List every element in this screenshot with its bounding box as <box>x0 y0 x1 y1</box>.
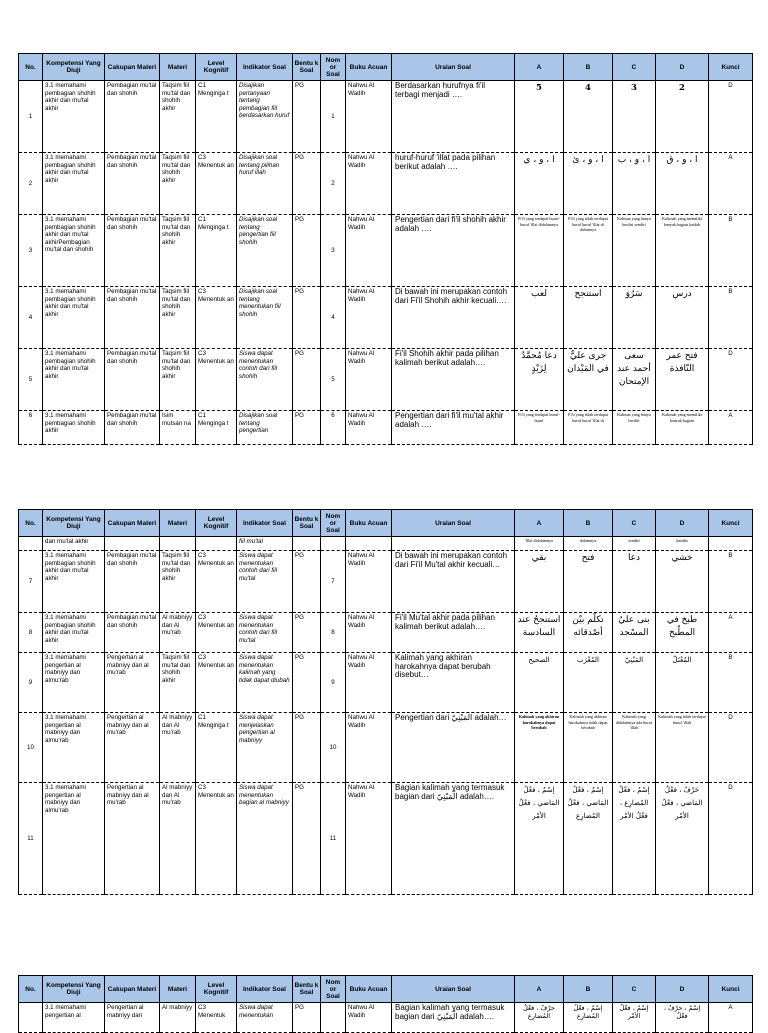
cell-nomor: 6 <box>321 411 346 445</box>
cell-buku: Nahwu Al Wadih <box>346 411 392 445</box>
col-header-cakupan: Cakupan Materi <box>105 510 160 537</box>
cell-level: C3 Menentuk an <box>196 613 237 653</box>
cell-cakupan <box>105 537 160 551</box>
cell-bentuk: PG <box>293 653 321 713</box>
cell-level: C1 Menginga t <box>196 713 237 783</box>
cell-materi: Taqsim fiil mu'tal dan shohih akhir <box>160 287 196 349</box>
cell-nomor: 10 <box>321 713 346 783</box>
cell-uraian: Berdasarkan hurufnya fi'il terbagi menjadi …. <box>392 81 515 153</box>
cell-bentuk: PG <box>293 783 321 895</box>
cell-buku: Nahwu Al Wadih <box>346 713 392 783</box>
cell-option-d: إسْمٌ ، حرْفٌ ، فعْلٌ <box>656 1003 709 1033</box>
col-header-materi: Materi <box>160 976 196 1003</box>
col-header-indikator: Indikator Soal <box>237 54 293 81</box>
cell-no: 9 <box>19 653 43 713</box>
col-header-no: No. <box>19 54 43 81</box>
cell-uraian <box>392 537 515 551</box>
cell-materi: Al mabniyy dan Al mu'rab <box>160 613 196 653</box>
col-header-kompetensi: Kompetensi Yang Diuji <box>43 510 105 537</box>
cell-option-a: Fi'il yang terdapat huruf-huruf 'illat didalamnya <box>515 215 564 287</box>
cell-buku: Nahwu Al Wadih <box>346 81 392 153</box>
cell-kompetensi: 3.1 memahami pembagian shohih akhir dan mu'tal akhir <box>43 349 105 411</box>
cell-no: 6 <box>19 411 43 445</box>
cell-option-b: Kalimah yang akhiran harokahnya tidak dapat berubah <box>564 713 613 783</box>
cell-materi <box>160 537 196 551</box>
col-header-buku: Buku Acuan <box>346 510 392 537</box>
cell-indikator: Siswa dapat menentukan <box>237 1003 293 1033</box>
cell-option-b: Fi'il yang tidak terdapat huruf huruf 'illat di <box>564 411 613 445</box>
col-header-a: A <box>515 54 564 81</box>
cell-option-c: Kalimat yang hanya berdiri sendiri <box>613 215 656 287</box>
cell-indikator: Siswa dapat menentukan kalimah yang tidak dapat diubah <box>237 653 293 713</box>
cell-kompetensi: dan mu'tal akhir <box>43 537 105 551</box>
cell-buku: Nahwu Al Wadih <box>346 783 392 895</box>
table-row <box>19 1003 753 1033</box>
cell-no: 1 <box>19 81 43 153</box>
cell-cakupan: Pengertian al mabniyy dan al mu'rab <box>105 653 160 713</box>
cell-cakupan: Pengertian al mabniyy dan <box>105 1003 160 1033</box>
cell-option-d: 2 <box>656 81 709 153</box>
cell-nomor: 11 <box>321 783 346 895</box>
cell-materi: Taqsim fiil mu'tal dan shohih akhir <box>160 653 196 713</box>
col-header-indikator: Indikator Soal <box>237 510 293 537</box>
cell-option-a: ا ، و ، ي <box>515 153 564 215</box>
table-page-3 <box>18 975 752 1033</box>
table-row <box>19 783 753 895</box>
col-header-nomor: Nom or Soal <box>321 510 346 537</box>
cell-option-b: إسْمٌ ، فعْلٌ المُضارِع <box>564 1003 613 1033</box>
cell-level: C1 Menginga t <box>196 215 237 287</box>
cell-indikator: Siswa dapat menentukan contoh dari fiil shohih <box>237 349 293 411</box>
col-header-no: No. <box>19 976 43 1003</box>
cell-option-d: خشي <box>656 551 709 613</box>
cell-cakupan: Pembagian mu'tal dan shohih <box>105 215 160 287</box>
col-header-kunci: Kunci <box>709 510 753 537</box>
cell-option-d: طبخ في المطْبخ <box>656 613 709 653</box>
cell-option-b: فتح <box>564 551 613 613</box>
cell-option-b: dalamnya <box>564 537 613 551</box>
cell-level: C3 Menentuk an <box>196 783 237 895</box>
cell-option-c: sendiri <box>613 537 656 551</box>
cell-level: C1 Menginga t <box>196 81 237 153</box>
cell-bentuk: PG <box>293 287 321 349</box>
cell-buku: Nahwu Al Wadih <box>346 653 392 713</box>
cell-buku: Nahwu Al Wadih <box>346 153 392 215</box>
cell-cakupan: Pembagian mu'tal dan shohih <box>105 551 160 613</box>
col-header-kunci: Kunci <box>709 976 753 1003</box>
table-row <box>19 81 753 153</box>
cell-level <box>196 537 237 551</box>
cell-no <box>19 1003 43 1033</box>
cell-indikator: Siswa dapat menentukan contoh dari fiil mu'tal <box>237 613 293 653</box>
col-header-uraian: Uraian Soal <box>392 976 515 1003</box>
table-header-row <box>19 976 753 1003</box>
col-header-buku: Buku Acuan <box>346 54 392 81</box>
cell-buku: Nahwu Al Wadih <box>346 349 392 411</box>
cell-nomor: 7 <box>321 551 346 613</box>
cell-no: 7 <box>19 551 43 613</box>
cell-bentuk: PG <box>293 153 321 215</box>
cell-uraian: Di bawah ini merupakan contoh dari Fi'il Mu'tal akhir kecuali… <box>392 551 515 613</box>
cell-option-a: الصحيح <box>515 653 564 713</box>
cell-indikator: Siswa dapat menjelaskan pengertian al mabniyy <box>237 713 293 783</box>
cell-indikator: fiil mu'tal <box>237 537 293 551</box>
cell-uraian: huruf-huruf 'illat pada pilihan berikut adalah …. <box>392 153 515 215</box>
cell-option-c: دعا <box>613 551 656 613</box>
col-header-kunci: Kunci <box>709 54 753 81</box>
col-header-d: D <box>656 54 709 81</box>
cell-level: C3 Menentuk an <box>196 287 237 349</box>
cell-option-d: kaidah <box>656 537 709 551</box>
cell-option-c: إسْمٌ ، فعْلٌ الأمْر <box>613 1003 656 1033</box>
cell-buku: Nahwu Al Wadih <box>346 551 392 613</box>
cell-materi: Taqsim fiil mu'tal dan shohih akhir <box>160 349 196 411</box>
cell-no: 2 <box>19 153 43 215</box>
cell-kunci: A <box>709 1003 753 1033</box>
cell-option-a: 'illat didalamnya <box>515 537 564 551</box>
col-header-c: C <box>613 976 656 1003</box>
cell-uraian: Bagian kalimah yang termasuk bagian dari الْمَبْنِيّ adalah…. <box>392 783 515 895</box>
cell-materi: Taqsim fiil mu'tal dan shohih akhir <box>160 551 196 613</box>
table-row <box>19 215 753 287</box>
cell-option-a: بقي <box>515 551 564 613</box>
cell-buku: Nahwu Al Wadih <box>346 1003 392 1033</box>
cell-kunci: D <box>709 713 753 783</box>
exam-grid-table <box>18 53 753 445</box>
cell-option-c: Kalimah yang didalamnya ada huruf 'illah <box>613 713 656 783</box>
cell-bentuk: PG <box>293 551 321 613</box>
cell-kompetensi: 3.1 memahami pembagian shohih akhir dan mu'tal akhir <box>43 287 105 349</box>
cell-cakupan: Pembagian mu'tal dan shohih <box>105 349 160 411</box>
cell-no: 5 <box>19 349 43 411</box>
cell-bentuk: PG <box>293 349 321 411</box>
cell-option-b: إسْمٌ ، فعْلٌ المَاضي ، فعْلُ المُضارِع <box>564 783 613 895</box>
cell-uraian: Fi'il Mu'tal akhir pada pilihan kalimah berikut adalah…. <box>392 613 515 653</box>
table-header-row <box>19 510 753 537</box>
cell-no: 4 <box>19 287 43 349</box>
col-header-cakupan: Cakupan Materi <box>105 54 160 81</box>
cell-option-c: بنى عليٌ المسْجد <box>613 613 656 653</box>
table-row <box>19 613 753 653</box>
cell-buku: Nahwu Al Wadih <box>346 613 392 653</box>
cell-level: C1 Menginga t <box>196 411 237 445</box>
cell-option-b: جرى عليٌّ في المَيْدان <box>564 349 613 411</box>
cell-level: C3 Menentuk an <box>196 551 237 613</box>
cell-kunci: A <box>709 613 753 653</box>
cell-option-d: فتح عمر النّافذة <box>656 349 709 411</box>
table-row <box>19 713 753 783</box>
cell-indikator: Disajikan soal tentang pilihan huruf illah <box>237 153 293 215</box>
col-header-bentuk: Bentu k Soal <box>293 976 321 1003</box>
table-row <box>19 551 753 613</box>
cell-kompetensi: 3.1 memahami pengertian al mabniyy dan almu'rab <box>43 653 105 713</box>
cell-kunci: A <box>709 153 753 215</box>
cell-materi: Taqsim fiil mu'tal dan shohih akhir <box>160 81 196 153</box>
cell-no: 10 <box>19 713 43 783</box>
cell-option-d: حَرْفٌ ، فعْلٌ المَاضي ، فعْلُ الأمْر <box>656 783 709 895</box>
col-header-indikator: Indikator Soal <box>237 976 293 1003</box>
cell-cakupan: Pembagian mu'tal dan shohih <box>105 81 160 153</box>
table-row <box>19 349 753 411</box>
cell-option-a: 5 <box>515 81 564 153</box>
cell-no: 11 <box>19 783 43 895</box>
cell-uraian: Di bawah ini merupakan contoh dari Fi'il Shohih akhir kecuali…. <box>392 287 515 349</box>
cell-kunci: D <box>709 81 753 153</box>
cell-nomor <box>321 537 346 551</box>
col-header-a: A <box>515 510 564 537</box>
cell-option-c: سَرُوَ <box>613 287 656 349</box>
cell-option-d: ا ، و ، ق <box>656 153 709 215</box>
cell-nomor: 9 <box>321 653 346 713</box>
table-page-1 <box>18 53 752 445</box>
cell-option-c: ا ، و ، ب <box>613 153 656 215</box>
cell-kunci: B <box>709 653 753 713</box>
cell-kompetensi: 3.1 memahami pembagian shohih akhir dan mu'tal akhir <box>43 551 105 613</box>
cell-option-d: Kalimah yang memiliki banyak bagian kaidah <box>656 215 709 287</box>
cell-kunci: D <box>709 783 753 895</box>
cell-uraian: Fi'il Shohih akhir pada pilihan kalimah berikut adalah…. <box>392 349 515 411</box>
cell-no: 3 <box>19 215 43 287</box>
col-header-bentuk: Bentu k Soal <box>293 510 321 537</box>
cell-option-c: سعى أحمد عند الإمتحان <box>613 349 656 411</box>
cell-nomor: 8 <box>321 613 346 653</box>
cell-level: C3 Menentuk <box>196 1003 237 1033</box>
cell-bentuk: PG <box>293 411 321 445</box>
cell-option-b: استنجح <box>564 287 613 349</box>
exam-grid-table <box>18 509 753 895</box>
table-header-row <box>19 54 753 81</box>
cell-option-a: دعا مُحمَّدٌ لِزَيْدٍ <box>515 349 564 411</box>
cell-no: 8 <box>19 613 43 653</box>
cell-kunci <box>709 537 753 551</box>
col-header-d: D <box>656 976 709 1003</box>
table-row <box>19 153 753 215</box>
cell-option-d: درس <box>656 287 709 349</box>
cell-kompetensi: 3.1 memahami pengertian al mabniyy dan almu'rab <box>43 783 105 895</box>
cell-kompetensi: 3.1 memahami pembagian shohih akhir dan mu'tal akhirPembagian mu'tal dan shohih <box>43 215 105 287</box>
cell-nomor: 5 <box>321 349 346 411</box>
col-header-level: Level Kognitif <box>196 54 237 81</box>
cell-cakupan: Pembagian mu'tal dan shohih <box>105 153 160 215</box>
table-row <box>19 287 753 349</box>
cell-option-c: Kalimat yang hanya berdiri <box>613 411 656 445</box>
cell-kompetensi: 3.1 memahami pembagian shohih akhir dan mu'tal akhir <box>43 613 105 653</box>
cell-option-a: Kalimah yang akhiran harokahnya dapat berubah <box>515 713 564 783</box>
col-header-nomor: Nom or Soal <box>321 976 346 1003</box>
cell-kompetensi: 3.1 memahami pembagian shohih akhir dan mu'tal akhir <box>43 153 105 215</box>
cell-indikator: Siswa dapat menentukan bagian al mabniyy <box>237 783 293 895</box>
cell-option-b: ا ، و ، ئ <box>564 153 613 215</box>
cell-buku: Nahwu Al Wadih <box>346 215 392 287</box>
cell-kunci: B <box>709 551 753 613</box>
cell-bentuk: PG <box>293 81 321 153</box>
cell-cakupan: Pembagian mu'tal dan shohih <box>105 287 160 349</box>
col-header-c: C <box>613 54 656 81</box>
cell-bentuk: PG <box>293 713 321 783</box>
col-header-b: B <box>564 510 613 537</box>
cell-nomor: 3 <box>321 215 346 287</box>
exam-grid-table <box>18 975 753 1033</box>
cell-kompetensi: 3.1 memahami pengertian al mabniyy dan almu'rab <box>43 713 105 783</box>
cell-kunci: D <box>709 349 753 411</box>
col-header-materi: Materi <box>160 54 196 81</box>
cell-option-a: لعب <box>515 287 564 349</box>
cell-uraian: Kalimah yang akhiran harokahnya dapat berubah disebut… <box>392 653 515 713</box>
cell-level: C3 Menentuk an <box>196 349 237 411</box>
cell-option-c: 3 <box>613 81 656 153</box>
cell-option-c: المَبْنِيّ <box>613 653 656 713</box>
col-header-d: D <box>656 510 709 537</box>
cell-cakupan: Pembagian mu'tal dan shohih <box>105 613 160 653</box>
cell-materi: Al mabniyy dan Al mu'rab <box>160 713 196 783</box>
col-header-a: A <box>515 976 564 1003</box>
table-page-2 <box>18 509 752 895</box>
cell-indikator: Siswa dapat menentukan contoh dari fiil mu'tal <box>237 551 293 613</box>
cell-option-d: Kalimah yang memiliki banyak bagian <box>656 411 709 445</box>
table-row <box>19 411 753 445</box>
cell-buku: Nahwu Al Wadih <box>346 287 392 349</box>
cell-uraian: Pengertian dari fi'il shohih akhir adalah …. <box>392 215 515 287</box>
cell-option-a: Fi'il yang terdapat huruf-huruf <box>515 411 564 445</box>
cell-indikator: Disajikan pertanyaan tentang pembagian fiil berdasarkan huruf <box>237 81 293 153</box>
cell-materi: Al mabniyy dan Al mu'rab <box>160 783 196 895</box>
col-header-kompetensi: Kompetensi Yang Diuji <box>43 976 105 1003</box>
col-header-kompetensi: Kompetensi Yang Diuji <box>43 54 105 81</box>
cell-nomor: 1 <box>321 81 346 153</box>
col-header-cakupan: Cakupan Materi <box>105 976 160 1003</box>
cell-kunci: A <box>709 411 753 445</box>
cell-indikator: Disajikan soal tentang menentukan fiil shohih <box>237 287 293 349</box>
cell-materi: Isim mutsan na <box>160 411 196 445</box>
cell-indikator: Disajikan soal tentang pengertian fiil shohih <box>237 215 293 287</box>
col-header-buku: Buku Acuan <box>346 976 392 1003</box>
cell-nomor <box>321 1003 346 1033</box>
cell-nomor: 4 <box>321 287 346 349</box>
cell-bentuk: PG <box>293 613 321 653</box>
cell-cakupan: Pengertian al mabniyy dan al mu'rab <box>105 783 160 895</box>
cell-buku <box>346 537 392 551</box>
col-header-nomor: Nom or Soal <box>321 54 346 81</box>
col-header-c: C <box>613 510 656 537</box>
cell-cakupan: Pengertian al mabniyy dan al mu'rab <box>105 713 160 783</box>
cell-uraian: Pengertian dari الْمَبْنِيّ adalah… <box>392 713 515 783</box>
cell-materi: Taqsim fiil mu'tal dan shohih akhir <box>160 215 196 287</box>
cell-kunci: B <box>709 287 753 349</box>
cell-kompetensi: 3.1 memahami pembagian shohih akhir dan mu'tal akhir <box>43 81 105 153</box>
cell-bentuk: PG <box>293 215 321 287</box>
cell-option-a: حرْفٌ ، فعْلٌ المُضارِع <box>515 1003 564 1033</box>
cell-option-d: المُعْتَلّ <box>656 653 709 713</box>
cell-option-b: 4 <box>564 81 613 153</box>
col-header-level: Level Kognitif <box>196 976 237 1003</box>
table-row <box>19 653 753 713</box>
cell-option-b: المُعْرَب <box>564 653 613 713</box>
cell-option-a: إسْمٌ ، فعْلٌ المَاضي ، فعْلُ الأمْر <box>515 783 564 895</box>
cell-level: C3 Menentuk an <box>196 653 237 713</box>
cell-materi: Al mabniyy <box>160 1003 196 1033</box>
col-header-materi: Materi <box>160 510 196 537</box>
cell-nomor: 2 <box>321 153 346 215</box>
cell-level: C3 Menentuk an <box>196 153 237 215</box>
cell-uraian: Pengertian dari fi'il mu'tal akhir adalah …. <box>392 411 515 445</box>
cell-option-a: استنجحُ عند السادسة <box>515 613 564 653</box>
cell-option-c: إسْمٌ ، فعْلٌ المُضارِع ، فعْلُ الأمْر <box>613 783 656 895</box>
cell-kompetensi: 3.1 memahami pembagian shohih akhir <box>43 411 105 445</box>
col-header-uraian: Uraian Soal <box>392 510 515 537</box>
cell-kompetensi: 3.1 memahami pengertian al <box>43 1003 105 1033</box>
col-header-b: B <box>564 976 613 1003</box>
cell-option-b: Fi'il yang tidak terdapat huruf huruf 'illat di dalamnya <box>564 215 613 287</box>
cell-no <box>19 537 43 551</box>
cell-materi: Taqsim fiil mu'tal dan shohih akhir <box>160 153 196 215</box>
cell-cakupan: Pembagian mu'tal dan shohih <box>105 411 160 445</box>
cell-uraian: Bagian kalimah yang termasuk bagian dari الْمَبْنِيّ adalah…. <box>392 1003 515 1033</box>
cell-bentuk: PG <box>293 1003 321 1033</box>
cell-kunci: B <box>709 215 753 287</box>
col-header-no: No. <box>19 510 43 537</box>
cell-indikator: Disajikan soal tentang pengertian <box>237 411 293 445</box>
cell-bentuk <box>293 537 321 551</box>
col-header-uraian: Uraian Soal <box>392 54 515 81</box>
col-header-bentuk: Bentu k Soal <box>293 54 321 81</box>
table-row <box>19 537 753 551</box>
col-header-level: Level Kognitif <box>196 510 237 537</box>
cell-option-b: تكلّم بيْن أصْدقائه <box>564 613 613 653</box>
cell-option-d: Kalimah yang tidak terdapat huruf 'illah <box>656 713 709 783</box>
col-header-b: B <box>564 54 613 81</box>
